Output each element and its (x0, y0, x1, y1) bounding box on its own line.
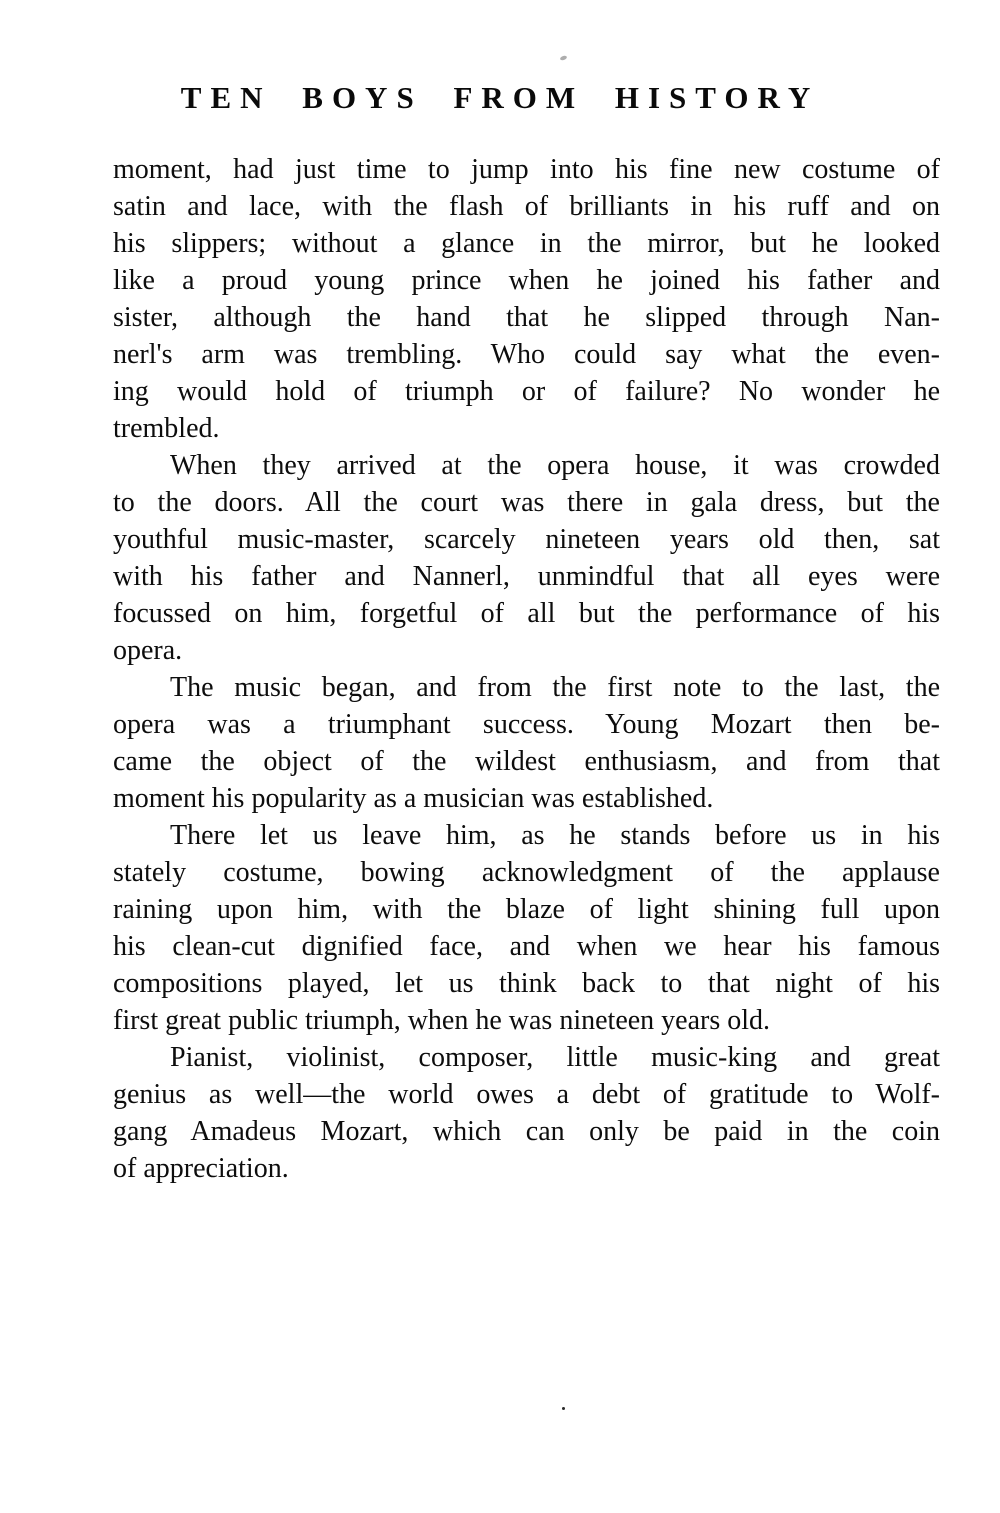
text-line: compositions played, let us think back to that night of his (113, 968, 940, 999)
scan-speck (562, 1407, 565, 1410)
text-line: trembled. (113, 413, 220, 444)
text-line: stately costume, bowing acknowledgment of the applause (113, 857, 940, 888)
text-line: When they arrived at the opera house, it was crowded (170, 450, 940, 481)
text-line: The music began, and from the first note to the last, the (170, 672, 940, 703)
text-line: sister, although the hand that he slipped through Nan- (113, 302, 940, 333)
text-line: first great public triumph, when he was nineteen years old. (113, 1005, 771, 1036)
text-line: youthful music-master, scarcely nineteen years old then, sat (113, 524, 940, 555)
text-line: of appreciation. (113, 1153, 289, 1184)
paragraph (113, 151, 940, 447)
scan-speck (560, 55, 568, 61)
text-line: genius as well—the world owes a debt of gratitude to Wolf- (113, 1079, 940, 1110)
text-line: Pianist, violinist, composer, little music-king and great (170, 1042, 940, 1073)
paragraph (113, 817, 940, 1039)
paragraph (113, 447, 940, 669)
text-line: opera was a triumphant success. Young Mozart then be- (113, 709, 940, 740)
text-line: came the object of the wildest enthusiasm, and from that (113, 746, 940, 777)
text-line: There let us leave him, as he stands before us in his (170, 820, 940, 851)
text-line: moment his popularity as a musician was established. (113, 783, 714, 814)
text-line: raining upon him, with the blaze of light shining full upon (113, 894, 940, 925)
text-line: like a proud young prince when he joined his father and (113, 265, 940, 296)
text-line: moment, had just time to jump into his fine new costume of (113, 154, 940, 185)
text-line: ing would hold of triumph or of failure? No wonder he (113, 376, 940, 407)
text-line: satin and lace, with the flash of brilliants in his ruff and on (113, 191, 940, 222)
text-line: focussed on him, forgetful of all but the performance of his (113, 598, 940, 629)
paragraph (113, 1039, 940, 1187)
text-line: opera. (113, 635, 183, 666)
text-line: to the doors. All the court was there in gala dress, but the (113, 487, 940, 518)
text-line: with his father and Nannerl, unmindful that all eyes were (113, 561, 940, 592)
text-line: his clean-cut dignified face, and when we hear his famous (113, 931, 940, 962)
text-line: nerl's arm was trembling. Who could say what the even- (113, 339, 940, 370)
text-body (113, 151, 940, 1187)
paragraph (113, 669, 940, 817)
text-line: gang Amadeus Mozart, which can only be paid in the coin (113, 1116, 940, 1147)
text-line: his slippers; without a glance in the mirror, but he looked (113, 228, 940, 259)
page-title: TEN BOYS FROM HISTORY (180, 80, 820, 115)
